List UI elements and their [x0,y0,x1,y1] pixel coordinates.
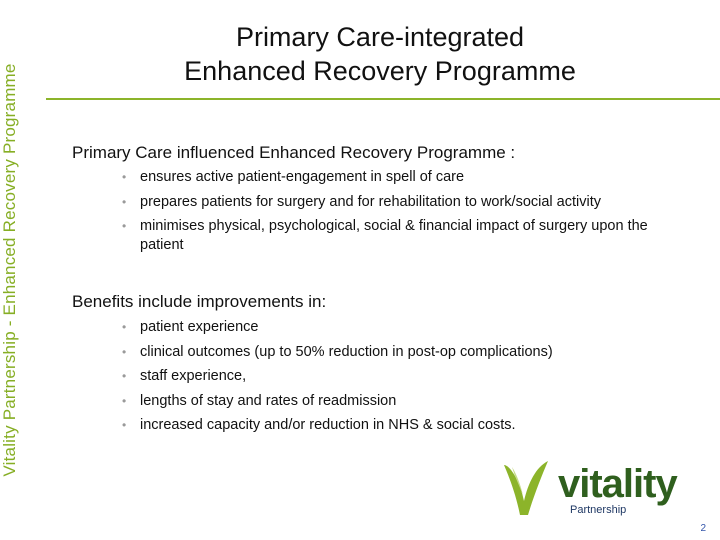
programme-bullet-list [116,168,686,261]
list-item: • clinical outcomes (up to 50% reduction in post-op complications) [116,343,686,362]
sidebar-vertical-title: Vitality Partnership - Enhanced Recovery Programme [0,63,19,477]
leaf-v-icon [504,461,548,515]
list-item: • staff experience, [116,367,686,386]
slide-title-line-2: Enhanced Recovery Programme [184,56,576,86]
vitality-partnership-logo [498,455,698,519]
list-item: • increased capacity and/or reduction in NHS & social costs. [116,416,686,435]
page-number: 2 [700,523,706,534]
list-item: • prepares patients for surgery and for rehabilitation to work/social activity [116,193,686,212]
section-heading-programme: Primary Care influenced Enhanced Recovery Programme : [72,143,516,162]
title-divider [46,98,720,100]
sidebar [0,0,46,540]
list-item: • lengths of stay and rates of readmission [116,392,686,411]
logo-tagline-text: Partnership [570,504,627,516]
slide-title-line-1: Primary Care-integrated [235,22,525,52]
list-item: • ensures active patient-engagement in spell of care [116,168,686,187]
logo-brand-text: vitality [558,462,677,506]
benefits-bullet-list [116,318,686,441]
list-item: • patient experience [116,318,686,337]
slide-title [80,20,680,88]
section-heading-benefits: Benefits include improvements in: [72,292,327,311]
list-item: • minimises physical, psychological, social & financial impact of surgery upon the patient [116,217,686,255]
